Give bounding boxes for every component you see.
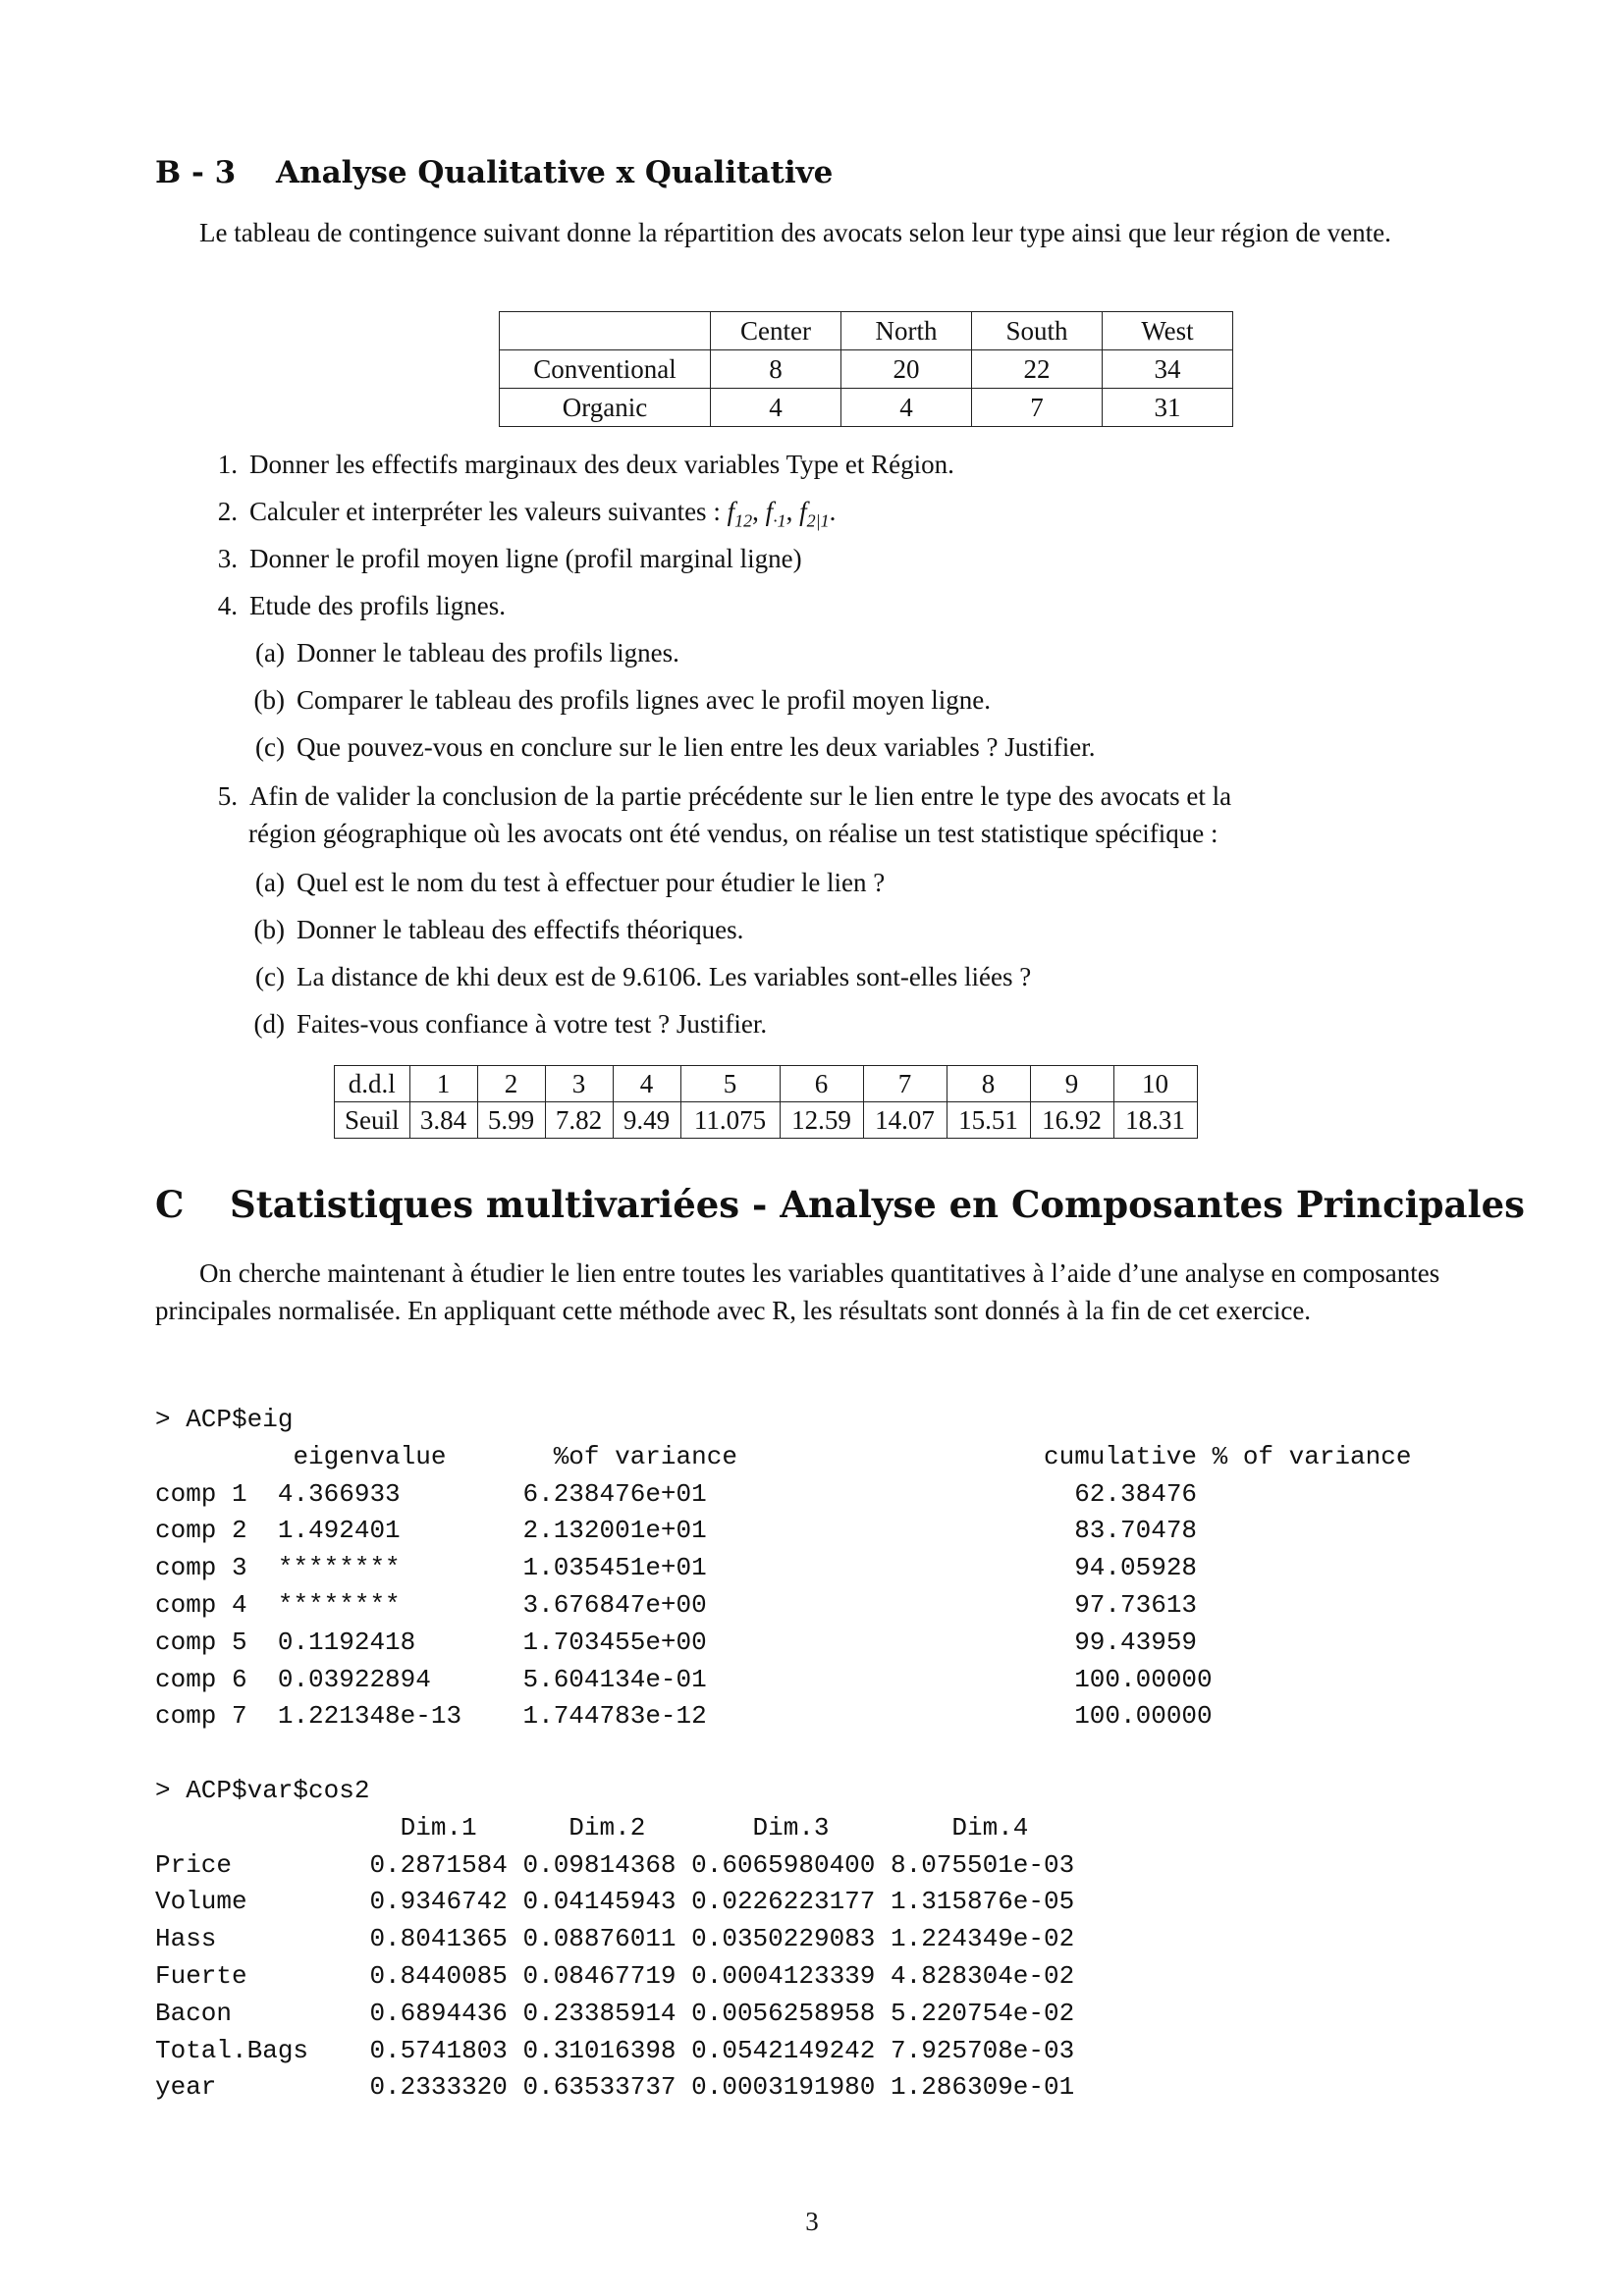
- question-4: 4. Etude des profils lignes.: [217, 591, 506, 620]
- question-5b: (b) Donner le tableau des effectifs théoriques.: [253, 915, 744, 944]
- seuil-row: [335, 1102, 1198, 1139]
- question-5a: (a) Quel est le nom du test à effectuer pour étudier le lien ?: [255, 868, 886, 897]
- table-cell: 20: [841, 350, 972, 389]
- table-cell: 8: [711, 350, 841, 389]
- row-header: Seuil: [335, 1102, 410, 1139]
- r-command: > ACP$var$cos2: [155, 1776, 370, 1805]
- col-header: %of variance: [553, 1441, 737, 1471]
- question-5c: (c) La distance de khi deux est de 9.6106. Les variables sont-elles liées ?: [255, 962, 1032, 991]
- row-header: d.d.l: [335, 1066, 410, 1102]
- ddl-cell: 8: [947, 1066, 1030, 1102]
- subsection-title: Analyse Qualitative x Qualitative: [276, 155, 834, 190]
- page-number: 3: [805, 2207, 819, 2236]
- question-1: 1. Donner les effectifs marginaux des deux variables Type et Région.: [217, 450, 954, 479]
- table-cell: 22: [972, 350, 1103, 389]
- question-2: 2. Calculer et interpréter les valeurs suivantes : $f_{12}$, $f_{\cdot 1}$, $f_{2|1}$.: [217, 497, 837, 531]
- table-cell: 31: [1103, 389, 1233, 427]
- question-4a: (a) Donner le tableau des profils lignes.: [255, 638, 679, 667]
- question-5-continuation: région géographique où les avocats ont été vendus, on réalise un test statistique spécifique :: [248, 819, 1218, 848]
- col-header: South: [972, 312, 1103, 350]
- table-cell: 7: [972, 389, 1103, 427]
- r-output-eig: > ACP$eig eigenvalue %of variance cumulative % of variance comp 1 4.366933 6.238476e+01 62.38476 comp 2 1.492401 2.132001e+01 83.70478 comp 3 ******** 1.035451e+01 94.05928 comp 4 ******** 3.676847e+00 97.73613 comp 5 0.1192418 1.703455e+00 99.43959 comp 6 0.03922894 5.604134e-01 100.00000 comp 7 1.221348e-13 1.744783e-12 100.00000: [155, 1405, 1412, 1732]
- question-3: 3. Donner le profil moyen ligne (profil marginal ligne): [217, 544, 802, 573]
- math-f2-given-1: $f_{2|1}$: [799, 497, 830, 531]
- subsection-heading: [155, 155, 833, 190]
- table-cell: 34: [1103, 350, 1233, 389]
- row-header: Conventional: [500, 350, 711, 389]
- ddl-cell: 1: [409, 1066, 477, 1102]
- seuil-cell: 15.51: [947, 1102, 1030, 1139]
- seuil-cell: 9.49: [613, 1102, 680, 1139]
- ddl-cell: 3: [545, 1066, 613, 1102]
- table-header-row: [500, 312, 1233, 350]
- table-row: [500, 389, 1233, 427]
- col-header: North: [841, 312, 972, 350]
- ddl-row: [335, 1066, 1198, 1102]
- section-heading: [155, 1183, 1525, 1226]
- question-4c: (c) Que pouvez-vous en conclure sur le lien entre les deux variables ? Justifier.: [255, 732, 1096, 762]
- ddl-cell: 2: [477, 1066, 545, 1102]
- intro-paragraph: Le tableau de contingence suivant donne la répartition des avocats selon leur type ainsi que leur région de vente.: [199, 218, 1391, 247]
- question-5d: (d) Faites-vous confiance à votre test ? Justifier.: [253, 1009, 768, 1039]
- seuil-cell: 18.31: [1113, 1102, 1197, 1139]
- col-header: cumulative % of variance: [1043, 1441, 1412, 1471]
- r-command: > ACP$eig: [155, 1405, 294, 1434]
- table-corner: [500, 312, 711, 350]
- col-header: West: [1103, 312, 1233, 350]
- section-number: C: [155, 1183, 185, 1226]
- table-cell: 4: [711, 389, 841, 427]
- question-4b: (b) Comparer le tableau des profils lignes avec le profil moyen ligne.: [253, 685, 992, 715]
- contingency-table: [499, 311, 1233, 427]
- table-row: [500, 350, 1233, 389]
- ddl-cell: 4: [613, 1066, 680, 1102]
- seuil-cell: 5.99: [477, 1102, 545, 1139]
- ddl-cell: 6: [780, 1066, 863, 1102]
- col-header: Center: [711, 312, 841, 350]
- section-intro-paragraph: On cherche maintenant à étudier le lien entre toutes les variables quantitatives à l’aide d’une analyse en composantes principales normalisée. En appliquant cette méthode avec R, les résultats sont donnés à la fin de cet exercice.: [155, 1258, 1440, 1325]
- r-output-cos2: > ACP$var$cos2 Dim.1 Dim.2 Dim.3 Dim.4 Price 0.2871584 0.09814368 0.6065980400 8.075501e-03 Volume 0.9346742 0.04145943 0.0226223177 1.315876e-05 Hass 0.8041365 0.08876011 0.0350229083 1.224349e-02 Fuerte 0.8440085 0.08467719 0.0004123339 4.828304e-02 Bacon 0.6894436 0.23385914 0.0056258958 5.220754e-02 Total.Bags 0.5741803 0.31016398 0.0542149242 7.925708e-03 year 0.2333320 0.63533737 0.0003191980 1.286309e-01: [155, 1776, 1075, 2103]
- ddl-cell: 7: [863, 1066, 947, 1102]
- seuil-cell: 7.82: [545, 1102, 613, 1139]
- seuil-cell: 3.84: [409, 1102, 477, 1139]
- ddl-cell: 5: [680, 1066, 780, 1102]
- seuil-cell: 16.92: [1030, 1102, 1113, 1139]
- row-header: Organic: [500, 389, 711, 427]
- table-cell: 4: [841, 389, 972, 427]
- chi2-threshold-table: [334, 1065, 1198, 1139]
- col-header: eigenvalue: [293, 1441, 447, 1471]
- ddl-cell: 9: [1030, 1066, 1113, 1102]
- seuil-cell: 12.59: [780, 1102, 863, 1139]
- seuil-cell: 14.07: [863, 1102, 947, 1139]
- section-title: Statistiques multivariées - Analyse en Composantes Principales: [230, 1183, 1525, 1226]
- question-5: 5. Afin de valider la conclusion de la partie précédente sur le lien entre le type des avocats et la: [217, 781, 1232, 811]
- subsection-number: B - 3: [155, 155, 237, 190]
- ddl-cell: 10: [1113, 1066, 1197, 1102]
- seuil-cell: 11.075: [680, 1102, 780, 1139]
- math-f-dot-1: $f_{\cdot 1}$: [765, 497, 786, 531]
- math-f12: $f_{12}$: [727, 497, 753, 531]
